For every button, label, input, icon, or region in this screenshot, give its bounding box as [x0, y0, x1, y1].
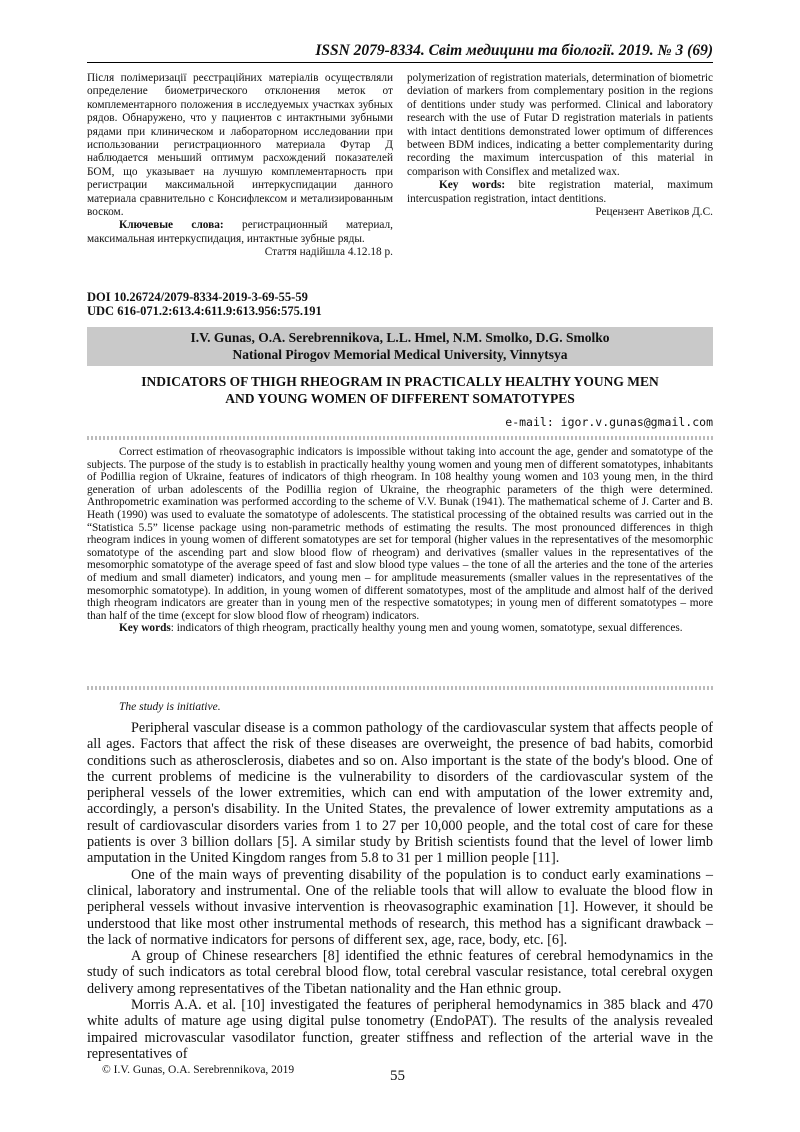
body-paragraph: One of the main ways of preventing disability of the population is to conduct early examinations – clinical, laboratory and instrumental. One of the reliable tools that will allow to evaluate the blood flow in peripheral vessels without invasive intervention is rheovasographic examination [1]. However, it should be understood that like most other instrumental methods of research, this method has a significant drawback – the lack of normative indicators for persons of different sex, age, race, body, etc. [6]. [87, 866, 713, 948]
article-title [87, 373, 713, 407]
doi[interactable]: DOI 10.26724/2079-8334-2019-3-69-55-59 [87, 290, 308, 304]
english-keywords-text: bite registration material, maximum intercuspation registration, intact dentitions. [407, 179, 713, 205]
reviewer: Рецензент Аветіков Д.С. [595, 206, 713, 219]
received-date: Стаття надійшла 4.12.18 р. [264, 246, 393, 259]
affiliation: National Pirogov Memorial Medical University, Vinnytsya [232, 347, 568, 362]
body-text [87, 720, 713, 1062]
english-paragraph: polymerization of registration materials, determination of biometric deviation of markers from complementary position in the regions of dentitions under study was performed. Clinical and laboratory research with the use of Futar D registration materials in patients with intact dentitions demonstrated lower optimum of differences between BDM indices, indicating a better complementarity during recording the maximum intercuspation of this material in comparison with Consiflex and metalized wax. [407, 72, 713, 178]
title-line-1: INDICATORS OF THIGH RHEOGRAM IN PRACTICALLY HEALTHY YOUNG MEN [141, 374, 659, 389]
russian-keywords-text: регистрационный материал, максимальная интеркуспидация, интактные зубные ряды. [87, 219, 393, 245]
page-number: 55 [390, 1068, 405, 1084]
authors: I.V. Gunas, O.A. Serebrennikova, L.L. Hmel, N.M. Smolko, D.G. Smolko [190, 330, 610, 345]
initiative-note: The study is initiative. [119, 701, 221, 713]
copyright: © I.V. Gunas, O.A. Serebrennikova, 2019 [102, 1064, 295, 1076]
russian-keywords [87, 219, 393, 246]
abstract [87, 446, 713, 635]
body-paragraph: Peripheral vascular disease is a common pathology of the cardiovascular system that affects people of all ages. Factors that affect the risk of these diseases are overweight, the presence of bad habits, comorbid conditions such as atherosclerosis, diabetes and so on. Also important is the state of the body's blood. One of the current problems of medicine is the vulnerability to disorders of the cardiovascular system of the peripheral vessels of the lower extremities, which can end with amputation of the lower extremity and, accordingly, a person's disability. In the United States, the prevalence of lower extremity amputations as a result of cardiovascular disorders varies from 1 to 27 per 10,000 people, and the total cost of care for these patients is over 3 billion dollars [5]. A similar study by British scientists found that the level of lower limb amputation in the United Kingdom ranges from 5.8 to 31 per 1 million people [11]. [87, 720, 713, 867]
russian-abstract-end [87, 72, 393, 260]
divider-top [87, 436, 713, 440]
identifiers [87, 290, 322, 318]
authors-banner [87, 327, 713, 366]
divider-bottom [87, 686, 713, 690]
abstract-keywords-text: : indicators of thigh rheogram, practically healthy young men and young women, somatotype, sexual differences. [170, 622, 683, 635]
abstract-keywords-label: Key words [119, 622, 171, 635]
email[interactable]: e-mail: igor.v.gunas@gmail.com [505, 415, 713, 429]
title-line-2: AND YOUNG WOMEN OF DIFFERENT SOMATOTYPES [225, 391, 575, 406]
abstract-text: Correct estimation of rheovasographic indicators is impossible without taking into account the age, gender and somatotype of the subjects. The purpose of the study is to establish in practically healthy young women and young men of different somatotypes, inhabitants of Podillia region of Ukraine, features of indicators of thigh rheogram. In 108 healthy young women and 103 young men, in the third generation of urban adolescents of the Podillia region of Ukraine, the rheographic parameters of the thigh were determined. Anthropometric examination was performed according to the scheme of V.V. Bunak (1941). The mathematical scheme of J. Carter and B. Heath (1990) was used to evaluate the somatotype of adolescents. The statistical processing of the obtained results was carried out in the “Statistica 5.5” license package using non-parametric methods of estimating the results. The most pronounced differences in thigh rheogram indices in young women of different somatotypes are set for temporal (higher values in the representatives of the mesomorphic somatotype of the ascending part and slow blood flow of rheogram) and derivatives (smaller values in the representatives of the mesomorphic somatotype of the average speed of fast and slow blood type values – the tone of all the arteries and the tone of the arteries of medium and small diameter) indicators, and young men – for amplitude measurements (smaller values in the representatives of the mesomorphic somatotype). In addition, in young women of different somatotypes, most of the amplitude and almost half of the derived thigh rheogram indicators are greater than in young men of the respective somatotypes; in young men of different somatotypes – more than half of the time (except for slow blood flow of rheogram) indicators. [87, 446, 713, 622]
body-paragraph: A group of Chinese researchers [8] identified the ethnic features of cerebral hemodynamics in the study of such indicators as total cerebral blood flow, total cerebral vascular resistance, total cerebral oxygen delivery among representatives of the Tibetan nationality and the Han ethnic group. [87, 948, 713, 997]
russian-paragraph: Після полімеризації реєстраційних матеріалів осуществляли определение биометрического отклонения меток от комплементарного положения в исследуемых участках зубных рядов. Обнаружено, что у пациентов с интактными зубными рядами при клиническом и лабораторном исследовании при использовании регистрационного материала Футар Д наблюдается меньший оптимум расхождений показателей БОМ, що указывает на лучшую комплементарность при регистрации максимальной интеркуспидации данного материала сравнительно с Консифлексом и метализированным воском. [87, 72, 393, 219]
english-keywords [407, 179, 713, 206]
russian-keywords-label: Ключевые слова: [119, 219, 224, 232]
english-abstract-end [407, 72, 713, 219]
abstract-keywords [87, 622, 713, 635]
body-paragraph: Morris A.A. et al. [10] investigated the features of peripheral hemodynamics in 385 black and 470 white adults of mature age using digital pulse tonometry (EndoPAT). The results of the analysis revealed impaired microvascular vasodilator function, greater stiffness and reflection of the arterial wave in the representatives of [87, 997, 713, 1062]
english-keywords-label: Key words: [439, 179, 506, 192]
journal-header: ISSN 2079-8334. Світ медицини та біології. 2019. № 3 (69) [87, 42, 713, 63]
udc: UDC 616-071.2:613.4:611.9:613.956:575.191 [87, 304, 322, 318]
